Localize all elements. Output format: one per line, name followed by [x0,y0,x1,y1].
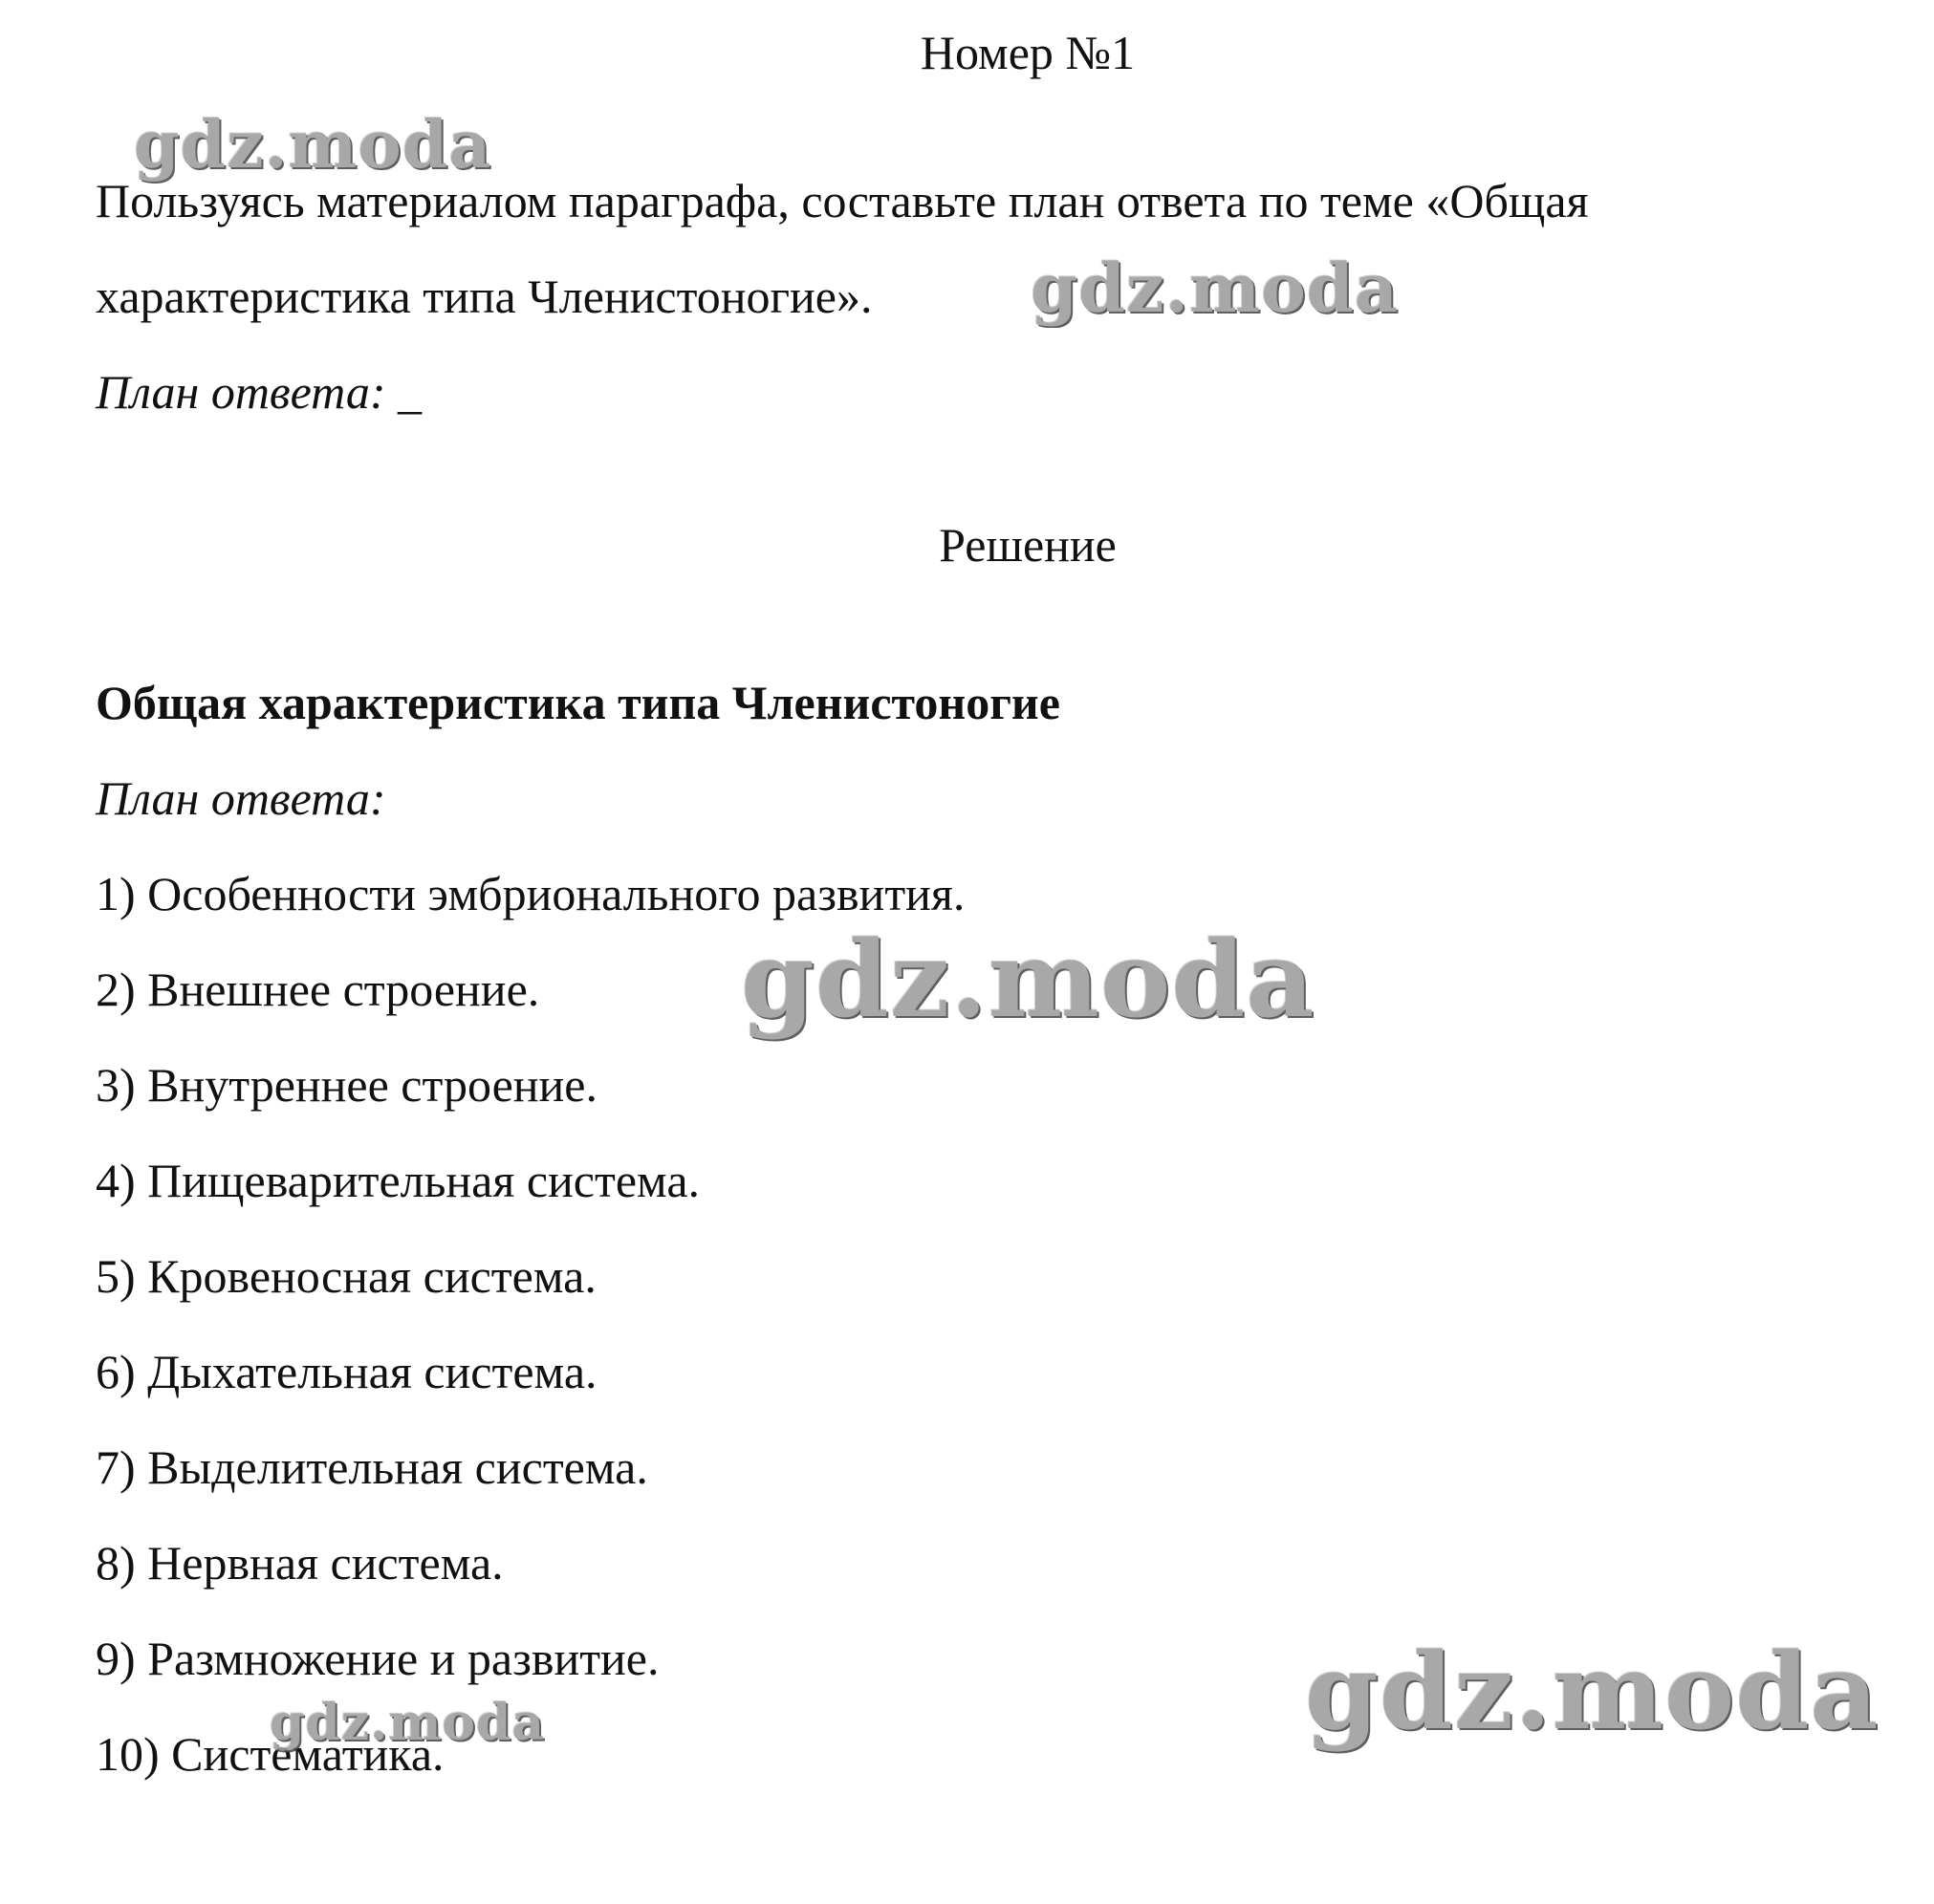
task-plan-label: План ответа: _ [96,365,423,419]
watermark: gdz.moda [741,918,1315,1041]
exercise-title: Номер №1 [920,26,1136,79]
watermark: gdz.moda [1031,249,1400,328]
plan-item: 1) Особенности эмбрионального развития. [96,867,966,920]
plan-item: 7) Выделительная система. [96,1440,648,1494]
solution-heading: Решение [939,518,1117,572]
solution-topic: Общая характеристика типа Членистоногие [96,676,1060,729]
task-text-line-1: Пользуясь материалом параграфа, составьте план ответа по теме «Общая [96,174,1589,227]
plan-item: 8) Нервная система. [96,1536,504,1590]
plan-item: 3) Внутреннее строение. [96,1058,598,1112]
plan-item: 4) Пищеварительная система. [96,1154,701,1207]
plan-item: 6) Дыхательная система. [96,1345,598,1398]
task-text-line-2: характеристика типа Членистоногие». [96,270,873,323]
plan-item: 9) Размножение и развитие. [96,1632,660,1685]
plan-item: 10) Систематика. [96,1727,445,1781]
watermark: gdz.moda [1305,1630,1880,1753]
plan-item: 2) Внешнее строение. [96,963,540,1016]
plan-item: 5) Кровеносная система. [96,1249,597,1303]
solution-plan-label: План ответа: [96,771,386,825]
watermark: gdz.moda [134,107,492,184]
watermark: gdz.moda [270,1694,546,1752]
